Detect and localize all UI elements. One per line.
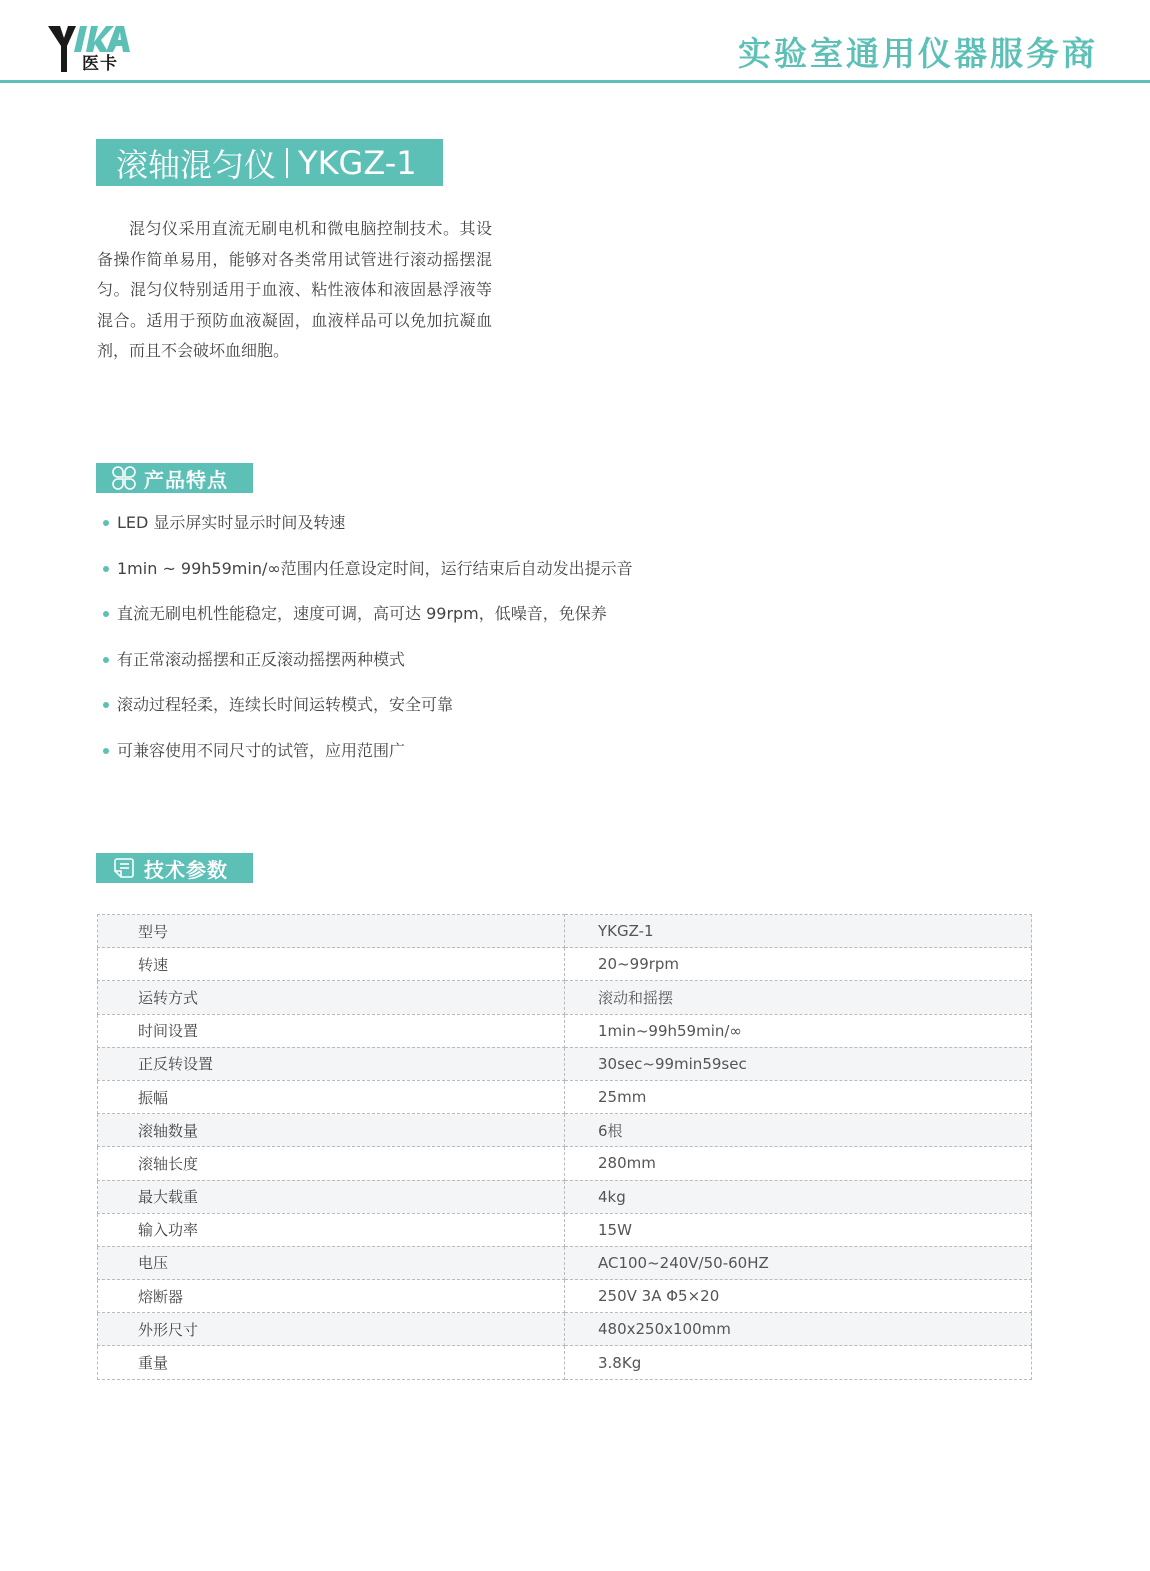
list-item: 1min ~ 99h59min/∞范围内任意设定时间，运行结束后自动发出提示音 — [103, 554, 633, 600]
bullet-dot-icon — [103, 702, 109, 708]
table-row — [98, 1313, 1032, 1346]
specs-heading — [96, 853, 253, 883]
spec-label: 运转方式 — [98, 981, 565, 1014]
spec-value: 滚动和摇摆 — [565, 981, 1032, 1014]
table-row — [98, 1280, 1032, 1313]
spec-value: 20~99rpm — [565, 948, 1032, 981]
four-petal-icon — [112, 466, 136, 490]
spec-label: 振幅 — [98, 1080, 565, 1113]
spec-label: 正反转设置 — [98, 1047, 565, 1080]
table-row — [98, 1213, 1032, 1246]
table-row — [98, 1246, 1032, 1279]
table-row — [98, 981, 1032, 1014]
page-header — [0, 0, 1150, 84]
table-row — [98, 1014, 1032, 1047]
specs-heading-label: 技术参数 — [144, 857, 228, 882]
bullet-dot-icon — [103, 657, 109, 663]
spec-value: 6根 — [565, 1114, 1032, 1147]
spec-label: 型号 — [98, 915, 565, 948]
spec-value: YKGZ-1 — [565, 915, 1032, 948]
table-row — [98, 1147, 1032, 1180]
spec-label: 转速 — [98, 948, 565, 981]
table-row — [98, 1114, 1032, 1147]
spec-value: 4kg — [565, 1180, 1032, 1213]
spec-value: 1min~99h59min/∞ — [565, 1014, 1032, 1047]
spec-value: AC100~240V/50-60HZ — [565, 1246, 1032, 1279]
spec-label: 滚轴数量 — [98, 1114, 565, 1147]
spec-value: 15W — [565, 1213, 1032, 1246]
spec-value: 25mm — [565, 1080, 1032, 1113]
table-row — [98, 1047, 1032, 1080]
spec-value: 3.8Kg — [565, 1346, 1032, 1379]
table-row — [98, 948, 1032, 981]
logo-chinese-name: 医卡 — [82, 54, 118, 74]
spec-value: 480x250x100mm — [565, 1313, 1032, 1346]
spec-value: 280mm — [565, 1147, 1032, 1180]
product-model: YKGZ-1 — [298, 143, 417, 182]
spec-label: 最大载重 — [98, 1180, 565, 1213]
table-row — [98, 915, 1032, 948]
list-item: 滚动过程轻柔，连续长时间运转模式，安全可靠 — [103, 690, 633, 736]
brand-logo — [46, 24, 136, 78]
spec-label: 时间设置 — [98, 1014, 565, 1047]
list-item: 直流无刷电机性能稳定，速度可调，高可达 99rpm，低噪音，免保养 — [103, 599, 633, 645]
list-item: 有正常滚动摇摆和正反滚动摇摆两种模式 — [103, 645, 633, 691]
features-heading-label: 产品特点 — [144, 467, 228, 492]
list-item: LED 显示屏实时显示时间及转速 — [103, 508, 633, 554]
title-separator — [286, 148, 288, 178]
bullet-dot-icon — [103, 611, 109, 617]
header-slogan: 实验室通用仪器服务商 — [738, 34, 1098, 73]
spec-value: 30sec~99min59sec — [565, 1047, 1032, 1080]
spec-label: 熔断器 — [98, 1280, 565, 1313]
header-divider — [0, 80, 1150, 83]
table-row — [98, 1080, 1032, 1113]
spec-label: 电压 — [98, 1246, 565, 1279]
feature-list — [103, 508, 633, 782]
specs-table — [97, 914, 1032, 1380]
document-list-icon — [112, 856, 136, 880]
features-heading — [96, 463, 253, 493]
spec-value: 250V 3A Φ5×20 — [565, 1280, 1032, 1313]
spec-label: 滚轴长度 — [98, 1147, 565, 1180]
bullet-dot-icon — [103, 566, 109, 572]
table-row — [98, 1180, 1032, 1213]
spec-label: 重量 — [98, 1346, 565, 1379]
product-name: 滚轴混匀仪 — [116, 145, 277, 184]
list-item: 可兼容使用不同尺寸的试管，应用范围广 — [103, 736, 633, 782]
product-intro: 混匀仪采用直流无刷电机和微电脑控制技术。其设备操作简单易用，能够对各类常用试管进行滚动摇摆混匀。混匀仪特别适用于血液、粘性液体和液固悬浮液等混合。适用于预防血液凝固，血液样品可以免加抗凝血剂，而且不会破坏血细胞。 — [97, 219, 492, 360]
spec-label: 输入功率 — [98, 1213, 565, 1246]
spec-label: 外形尺寸 — [98, 1313, 565, 1346]
bullet-dot-icon — [103, 748, 109, 754]
product-title — [96, 139, 443, 186]
table-row — [98, 1346, 1032, 1379]
bullet-dot-icon — [103, 520, 109, 526]
